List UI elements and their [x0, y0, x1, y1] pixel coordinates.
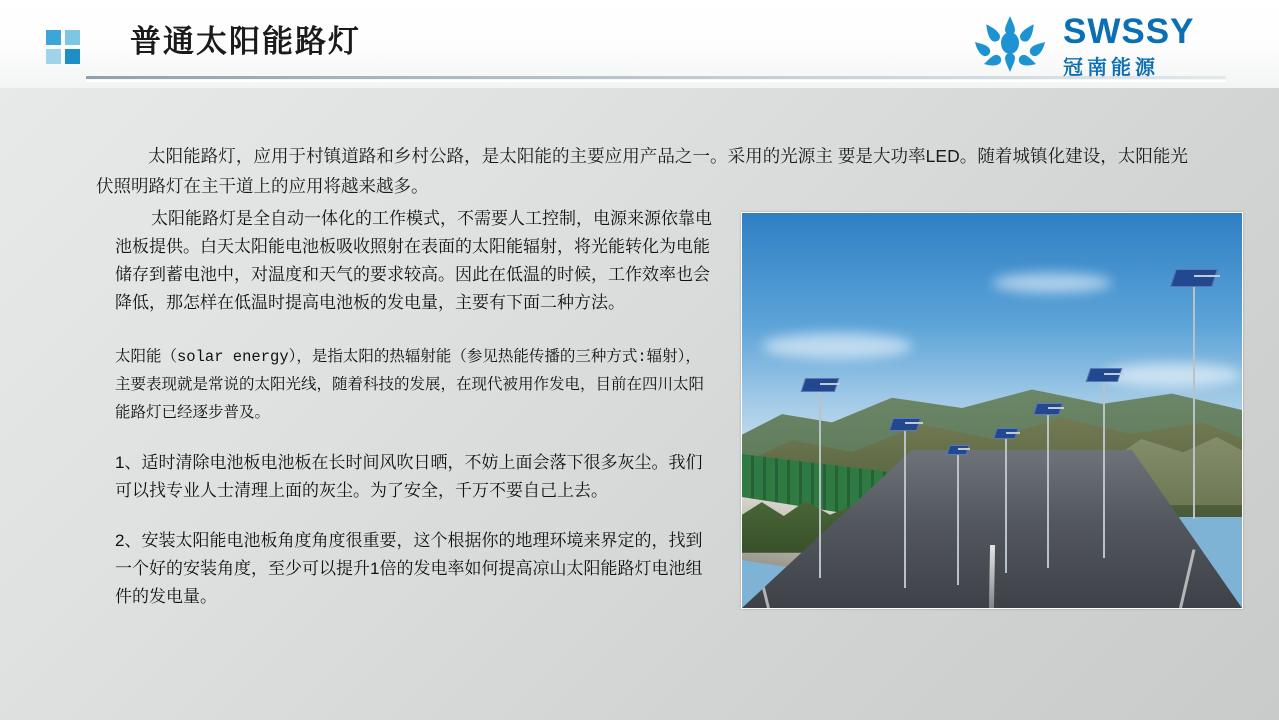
photo-street-lamp [890, 418, 920, 588]
logo-subtitle: 冠南能源 [1063, 57, 1159, 79]
paragraph-2: 太阳能（solar energy），是指太阳的热辐射能（参见热能传播的三种方式:辐射），主要表现就是常说的太阳光线，随着科技的发展，在现代被用作发电，目前在四川太阳能路灯已经逐步普及。 [115, 348, 705, 422]
photo-street-lamp [947, 445, 969, 585]
paragraph-1-text: 太阳能路灯是全自动一体化的工作模式，不需要人工控制，电源来源依靠电池板提供。白天太阳能电池板吸收照射在表面的太阳能辐射，将光能转化为电能储存到蓄电池中，对温度和天气的要求较高。因此在低温的时候，工作效率也会降低，那怎样在低温时提高电池板的发电量，主要有下面二种方法。 [115, 209, 712, 312]
photo-cloud [992, 273, 1112, 293]
page-title: 普通太阳能路灯 [130, 24, 361, 59]
paragraph-4: 2、安装太阳能电池板角度角度很重要，这个根据你的地理环境来界定的，找到一个好的安装角度，至少可以提升1倍的发电率如何提高凉山太阳能路灯电池组件的发电量。 [115, 531, 703, 606]
paragraph-3: 1、适时清除电池板电池板在长时间风吹日晒，不妨上面会落下很多灰尘。我们可以找专业人士清理上面的灰尘。为了安全，千万不要自己上去。 [115, 453, 703, 500]
photo-street-lamp [994, 428, 1018, 573]
slide-header [0, 0, 1279, 88]
body-text-column [115, 205, 715, 633]
four-squares-icon [46, 30, 86, 64]
photo-street-lamp [1172, 269, 1216, 519]
intro-paragraph [96, 141, 1188, 201]
intro-paragraph-text: 太阳能路灯，应用于村镇道路和乡村公路，是太阳能的主要应用产品之一。采用的光源主 要是大功率LED。随着城镇化建设，太阳能光伏照明路灯在主干道上的应用将越来越多。 [96, 146, 1188, 196]
water-droplet-burst-icon [967, 12, 1053, 74]
brand-logo [967, 8, 1227, 80]
header-divider-highlight [86, 80, 1226, 82]
photo-shoulder-line-right [1179, 549, 1195, 608]
photo-street-lamp [1034, 403, 1062, 568]
photo-cloud [762, 333, 912, 359]
paragraph-1 [115, 205, 715, 317]
photo-street-lamp [1087, 368, 1121, 558]
photo-street-lamp [802, 378, 838, 578]
logo-wordmark: SWSSY [1063, 12, 1195, 51]
solar-streetlight-photo [741, 212, 1243, 609]
